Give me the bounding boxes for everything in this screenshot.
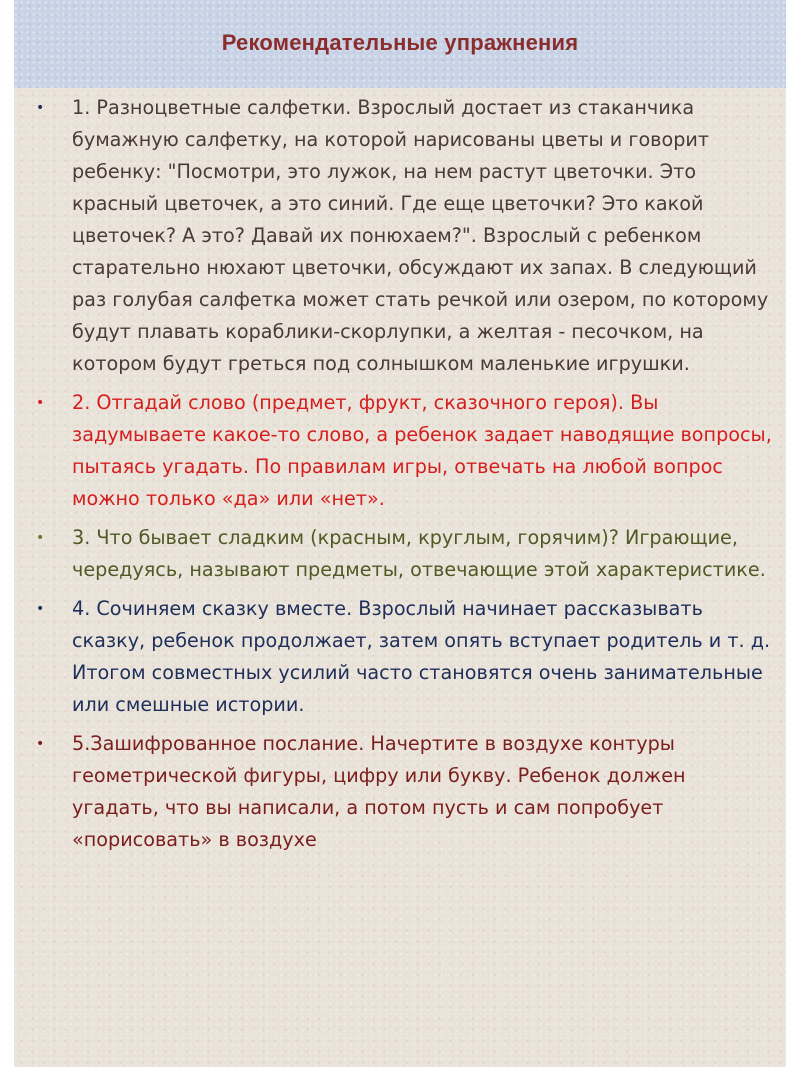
bullet-icon: • [36, 736, 45, 752]
slide-title: Рекомендательные упражнения [221, 30, 579, 55]
list-item-text: 4. Сочиняем сказку вместе. Взрослый начинает рассказывать сказку, ребенок продолжает, затем опять вступает родитель и т. д. Итогом совместных усилий часто становятся очень занимательные или смешные истории. [72, 597, 771, 716]
list-item [32, 522, 772, 586]
list-item [32, 387, 772, 515]
list-item [32, 728, 772, 856]
slide [14, 0, 786, 1067]
list-item [32, 92, 772, 380]
bullet-icon: • [36, 601, 45, 617]
list-item-text: 5.Зашифрованное послание. Начертите в воздухе контуры геометрической фигуры, цифру или букву. Ребенок должен угадать, что вы написали, а потом пусть и сам попробует «порисовать» в воздухе [72, 732, 686, 851]
exercise-list [32, 92, 772, 863]
bullet-icon: • [36, 395, 45, 411]
bullet-icon: • [36, 530, 45, 546]
list-item [32, 593, 772, 721]
title-band [14, 0, 786, 88]
list-item-text: 2. Отгадай слово (предмет, фрукт, сказочного героя). Вы задумываете какое-то слово, а ребенок задает наводящие вопросы, пытаясь угадать. По правилам игры, отвечать на любой вопрос можно только «да» или «нет». [72, 391, 772, 510]
list-item-text: 3. Что бывает сладким (красным, круглым, горячим)? Играющие, чередуясь, называют предметы, отвечающие этой характеристике. [72, 526, 766, 581]
list-item-text: 1. Разноцветные салфетки. Взрослый достает из стаканчика бумажную салфетку, на которой нарисованы цветы и говорит ребенку: "Посмотри, это лужок, на нем растут цветочки. Это красный цветочек, а это синий. Где еще цветочки? Это какой цветочек? А это? Давай их понюхаем?". Взрослый с ребенком старательно нюхают цветочки, обсуждают их запах. В следующий раз голубая салфетка может стать речкой или озером, по которому будут плавать кораблики-скорлупки, а желтая - песочком, на котором будут греться под солнышком маленькие игрушки. [72, 96, 769, 375]
bullet-icon: • [36, 100, 45, 116]
